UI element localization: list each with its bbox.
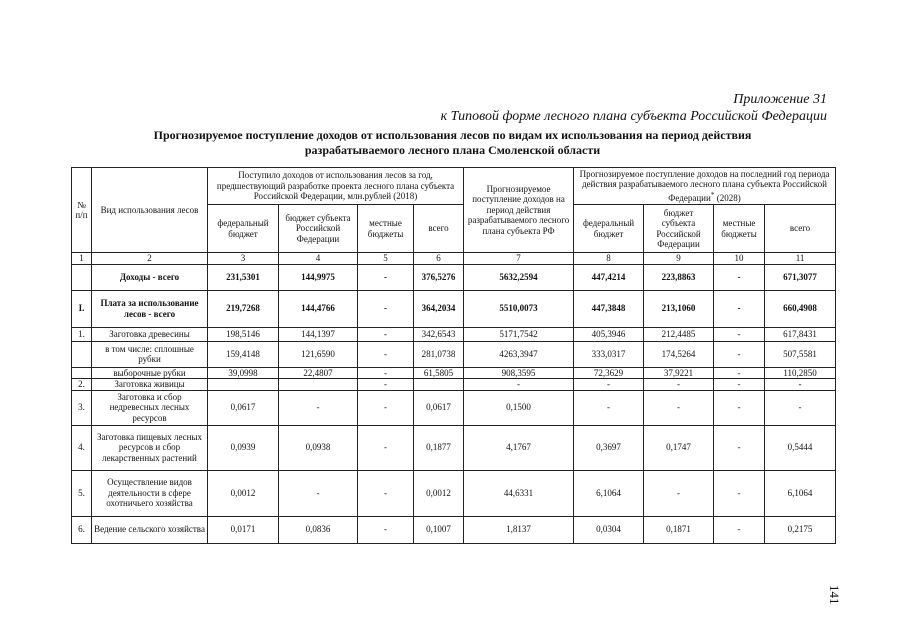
value-cell: - bbox=[714, 341, 765, 367]
value-cell: - bbox=[714, 379, 765, 391]
header-total-last: всего bbox=[765, 205, 836, 253]
header-forecast-total: Прогнозируемое поступление доходов на период действия разрабатываемого лесного плана субъекта РФ bbox=[464, 168, 574, 253]
table-row bbox=[72, 264, 836, 290]
title-line-1: Прогнозируемое поступление доходов от использования лесов по видам их использования на период действия bbox=[153, 128, 752, 142]
value-cell: - bbox=[358, 470, 414, 516]
value-cell: 671,3077 bbox=[765, 264, 836, 290]
value-cell: 219,7268 bbox=[208, 290, 279, 327]
col-number: 5 bbox=[358, 253, 414, 265]
header-forecast-last-year: (2028) bbox=[714, 192, 741, 203]
value-cell: 72,3629 bbox=[574, 367, 644, 379]
value-cell: - bbox=[358, 367, 414, 379]
value-cell: - bbox=[358, 327, 414, 341]
value-cell: - bbox=[358, 390, 414, 425]
value-cell: 0,0836 bbox=[279, 516, 358, 543]
header-forecast-last bbox=[574, 168, 836, 205]
value-cell: 6,1064 bbox=[574, 470, 644, 516]
value-cell: - bbox=[644, 470, 714, 516]
page-number: 141 bbox=[827, 585, 842, 605]
value-cell: 0,0304 bbox=[574, 516, 644, 543]
row-number: 4. bbox=[72, 425, 92, 470]
header-federal: федеральный бюджет bbox=[208, 205, 279, 253]
col-number: 11 bbox=[765, 253, 836, 265]
col-number: 9 bbox=[644, 253, 714, 265]
row-name: в том числе: сплошные рубки bbox=[92, 341, 208, 367]
value-cell: 39,0998 bbox=[208, 367, 279, 379]
value-cell: - bbox=[644, 379, 714, 391]
col-number: 7 bbox=[464, 253, 574, 265]
value-cell: - bbox=[358, 341, 414, 367]
table-row bbox=[72, 367, 836, 379]
value-cell: - bbox=[714, 390, 765, 425]
value-cell: 231,5301 bbox=[208, 264, 279, 290]
table-row bbox=[72, 290, 836, 327]
header-regional: бюджет субъекта Российской Федерации bbox=[279, 205, 358, 253]
row-name: выборочные рубки bbox=[92, 367, 208, 379]
value-cell: 61,5805 bbox=[414, 367, 464, 379]
row-number bbox=[72, 367, 92, 379]
row-number: 5. bbox=[72, 470, 92, 516]
value-cell: - bbox=[714, 516, 765, 543]
header-local: местные бюджеты bbox=[358, 205, 414, 253]
row-number: 3. bbox=[72, 390, 92, 425]
value-cell: - bbox=[714, 425, 765, 470]
value-cell: 447,3848 bbox=[574, 290, 644, 327]
header-regional-last: бюджет субъекта Российской Федерации bbox=[644, 205, 714, 253]
value-cell bbox=[279, 379, 358, 391]
value-cell: 0,0171 bbox=[208, 516, 279, 543]
table-row bbox=[72, 327, 836, 341]
row-name: Плата за использование лесов - всего bbox=[92, 290, 208, 327]
value-cell: - bbox=[574, 379, 644, 391]
value-cell: - bbox=[358, 379, 414, 391]
header-total: всего bbox=[414, 205, 464, 253]
value-cell: 447,4214 bbox=[574, 264, 644, 290]
value-cell bbox=[208, 379, 279, 391]
value-cell: 342,6543 bbox=[414, 327, 464, 341]
value-cell: 0,1877 bbox=[414, 425, 464, 470]
title-line-2: разрабатываемого лесного плана Смоленской области bbox=[304, 143, 601, 157]
value-cell: 333,0317 bbox=[574, 341, 644, 367]
value-cell: 121,6590 bbox=[279, 341, 358, 367]
value-cell: 0,2175 bbox=[765, 516, 836, 543]
value-cell: - bbox=[464, 379, 574, 391]
value-cell: 5632,2594 bbox=[464, 264, 574, 290]
header-federal-last: федеральный бюджет bbox=[574, 205, 644, 253]
header-local-last: местные бюджеты bbox=[714, 205, 765, 253]
row-number: 1. bbox=[72, 327, 92, 341]
value-cell: 198,5146 bbox=[208, 327, 279, 341]
appendix-reference: к Типовой форме лесного плана субъекта Российской Федерации bbox=[440, 109, 827, 124]
row-name: Осуществление видов деятельности в сфере охотничьего хозяйства bbox=[92, 470, 208, 516]
row-name: Ведение сельского хозяйства bbox=[92, 516, 208, 543]
value-cell: 110,2850 bbox=[765, 367, 836, 379]
value-cell: 212,4485 bbox=[644, 327, 714, 341]
table-row bbox=[72, 379, 836, 391]
value-cell: 0,1500 bbox=[464, 390, 574, 425]
value-cell: 213,1060 bbox=[644, 290, 714, 327]
value-cell: 4,1767 bbox=[464, 425, 574, 470]
value-cell: - bbox=[765, 390, 836, 425]
row-name: Заготовка пищевых лесных ресурсов и сбор лекарственных растений bbox=[92, 425, 208, 470]
value-cell: 5171,7542 bbox=[464, 327, 574, 341]
value-cell: 144,4766 bbox=[279, 290, 358, 327]
value-cell: - bbox=[714, 327, 765, 341]
table-row bbox=[72, 425, 836, 470]
value-cell: 0,0617 bbox=[414, 390, 464, 425]
table-row bbox=[72, 516, 836, 543]
value-cell: 281,0738 bbox=[414, 341, 464, 367]
value-cell bbox=[414, 379, 464, 391]
value-cell: 22,4807 bbox=[279, 367, 358, 379]
header-num: № п/п bbox=[72, 168, 92, 253]
value-cell: 0,5444 bbox=[765, 425, 836, 470]
value-cell: 0,1747 bbox=[644, 425, 714, 470]
col-number: 2 bbox=[92, 253, 208, 265]
value-cell: 507,5581 bbox=[765, 341, 836, 367]
col-number: 6 bbox=[414, 253, 464, 265]
value-cell: - bbox=[358, 290, 414, 327]
column-number-row bbox=[72, 253, 836, 265]
value-cell: 0,0012 bbox=[208, 470, 279, 516]
value-cell: - bbox=[279, 470, 358, 516]
header-kind: Вид использования лесов bbox=[92, 168, 208, 253]
value-cell: 0,1007 bbox=[414, 516, 464, 543]
table-body bbox=[72, 264, 836, 543]
value-cell: 223,8863 bbox=[644, 264, 714, 290]
value-cell: 174,5264 bbox=[644, 341, 714, 367]
row-number bbox=[72, 341, 92, 367]
value-cell: - bbox=[279, 390, 358, 425]
income-table bbox=[71, 167, 836, 544]
value-cell: 6,1064 bbox=[765, 470, 836, 516]
row-number: 6. bbox=[72, 516, 92, 543]
col-number: 4 bbox=[279, 253, 358, 265]
value-cell: 0,0617 bbox=[208, 390, 279, 425]
value-cell: - bbox=[714, 367, 765, 379]
value-cell: - bbox=[714, 470, 765, 516]
value-cell: 0,3697 bbox=[574, 425, 644, 470]
value-cell: 0,0939 bbox=[208, 425, 279, 470]
row-number: 2. bbox=[72, 379, 92, 391]
header-forecast-last-text: Прогнозируемое поступление доходов на последний год периода действия разрабатываемого лесного плана субъекта Российской Федерации bbox=[579, 168, 830, 203]
table-row bbox=[72, 470, 836, 516]
value-cell: - bbox=[714, 290, 765, 327]
value-cell: - bbox=[644, 390, 714, 425]
row-name: Заготовка и сбор недревесных лесных ресурсов bbox=[92, 390, 208, 425]
col-number: 3 bbox=[208, 253, 279, 265]
value-cell: 44,6331 bbox=[464, 470, 574, 516]
page-title bbox=[70, 128, 835, 158]
footnote-marker: * bbox=[710, 189, 715, 199]
value-cell: 5510,0073 bbox=[464, 290, 574, 327]
header-received: Поступило доходов от использования лесов за год, предшествующий разработке проекта лесного плана субъекта Российской Федерации, млн.рублей (2018) bbox=[208, 168, 464, 205]
row-number: I. bbox=[72, 290, 92, 327]
value-cell: 376,5276 bbox=[414, 264, 464, 290]
value-cell: - bbox=[358, 425, 414, 470]
col-number: 8 bbox=[574, 253, 644, 265]
value-cell: 1,8137 bbox=[464, 516, 574, 543]
col-number: 10 bbox=[714, 253, 765, 265]
value-cell: 4263,3947 bbox=[464, 341, 574, 367]
col-number: 1 bbox=[72, 253, 92, 265]
value-cell: 0,0938 bbox=[279, 425, 358, 470]
value-cell: 405,3946 bbox=[574, 327, 644, 341]
value-cell: 144,9975 bbox=[279, 264, 358, 290]
value-cell: 37,9221 bbox=[644, 367, 714, 379]
value-cell: 0,0012 bbox=[414, 470, 464, 516]
row-name: Заготовка живицы bbox=[92, 379, 208, 391]
value-cell: 364,2034 bbox=[414, 290, 464, 327]
value-cell: 617,8431 bbox=[765, 327, 836, 341]
value-cell: 660,4908 bbox=[765, 290, 836, 327]
appendix-number: Приложение 31 bbox=[733, 92, 827, 107]
value-cell: - bbox=[358, 264, 414, 290]
value-cell: - bbox=[574, 390, 644, 425]
value-cell: - bbox=[765, 379, 836, 391]
value-cell: 0,1871 bbox=[644, 516, 714, 543]
table-row bbox=[72, 390, 836, 425]
value-cell: - bbox=[714, 264, 765, 290]
row-number bbox=[72, 264, 92, 290]
value-cell: - bbox=[358, 516, 414, 543]
table-row bbox=[72, 341, 836, 367]
value-cell: 908,3595 bbox=[464, 367, 574, 379]
value-cell: 159,4148 bbox=[208, 341, 279, 367]
value-cell: 144,1397 bbox=[279, 327, 358, 341]
row-name: Заготовка древесины bbox=[92, 327, 208, 341]
row-name: Доходы - всего bbox=[92, 264, 208, 290]
